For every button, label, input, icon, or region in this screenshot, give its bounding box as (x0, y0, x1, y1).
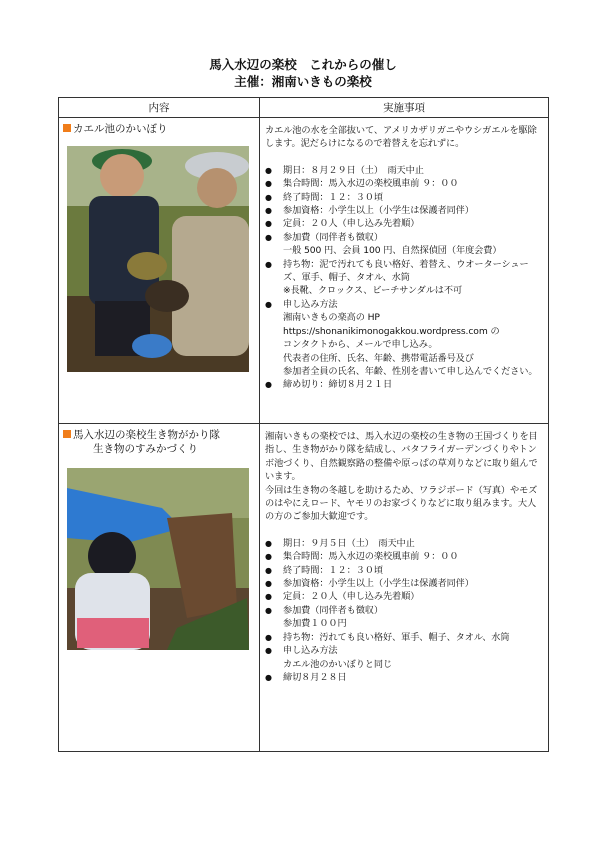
list-item: ● 終了時間：１２：３０頃 (265, 564, 544, 577)
apply-line: コンタクトから、メールで申し込み。 (283, 339, 438, 351)
apply-url[interactable]: https://shonanikimonogakkou.wordpress.com の (283, 325, 500, 337)
list-item: ● 集合時間：馬入水辺の楽校風車前 ９：００ (265, 177, 544, 190)
apply-detail: カエル池のかいぼりと同じ (283, 658, 393, 670)
list-item: ● 期日：９月５日（土） 雨天中止 (265, 537, 544, 550)
table-row (59, 424, 549, 752)
event2-intro: 湘南いきもの楽校では、馬入水辺の楽校の生き物の王国づくりを目指し、生き物がかり隊を結成し、バタフライガーデンづくりやトンボ池づくり、自然観察路の整備や原っぱの草刈りなどに取り組んでいます。 (265, 431, 538, 483)
event2-description (260, 424, 548, 684)
page-title: 馬入水辺の楽校 これからの催し (209, 57, 397, 72)
list-item: ● 締め切り：締切８月２１日 (265, 378, 544, 391)
events-table (58, 97, 549, 752)
list-item: ● 参加資格：小学生以上（小学生は保護者同伴） (265, 577, 544, 590)
list-item: ● 終了時間：１２：３０頃 (265, 191, 544, 204)
event2-intro: 今回は生き物の冬越しを助けるため、ワラジボード（写真）やモズのはやにえロード、ヤモリのお家づくりなどに取り組みます。大人の方のご参加大歓迎です。 (265, 484, 538, 523)
event2-title: 馬入水辺の楽校生き物がかり隊 生き物のすみかづくり (59, 424, 259, 456)
list-item: ● 締切８月２８日 (265, 671, 544, 684)
header-content: 内容 (59, 98, 260, 118)
list-item: ● 持ち物：汚れても良い格好、軍手、帽子、タオル、水筒 (265, 631, 544, 644)
apply-line: 湘南いきもの楽高の HP (283, 312, 380, 324)
event1-details-cell (260, 118, 549, 424)
list-item: ● 集合時間：馬入水辺の楽校風車前 ９：００ (265, 550, 544, 563)
items-note: ※長靴、クロックス、ビーチサンダルは不可 (283, 285, 463, 297)
fee-detail: 参加費１００円 (283, 618, 347, 630)
list-item: ● 参加費（同伴者も徴収） (265, 604, 544, 617)
list-item: ● 参加資格：小学生以上（小学生は保護者同伴） (265, 204, 544, 217)
event2-details-cell (260, 424, 549, 752)
list-item: ● 申し込み方法 (265, 644, 544, 657)
bullet-square-icon (63, 430, 71, 438)
event2-photo (67, 468, 249, 650)
apply-line: 参加者全員の氏名、年齢、性別を書いて申し込んでください。 (283, 365, 538, 377)
fee-detail: 一般 500 円、会員 100 円、自然探偵団（年度会費） (283, 245, 502, 257)
list-item: ● 参加費（同伴者も徴収） (265, 231, 544, 244)
event1-content-cell (59, 118, 260, 424)
list-item: ● 持ち物：泥で汚れても良い格好、着替え、ウオーターシューズ、軍手、帽子、タオル、水筒 (265, 258, 544, 285)
event2-content-cell (59, 424, 260, 752)
apply-line: 代表者の住所、氏名、年齢、携帯電話番号及び (283, 352, 474, 364)
organizer-line: 主催：湘南いきもの楽校 (234, 74, 372, 89)
event1-title: カエル池のかいぼり (59, 118, 259, 136)
table-row (59, 118, 549, 424)
event1-description (260, 118, 548, 392)
list-item: ● 定員：２０人（申し込み先着順） (265, 590, 544, 603)
list-item: ● 定員：２０人（申し込み先着順） (265, 217, 544, 230)
habitat-board-photo (67, 468, 249, 650)
bullet-square-icon (63, 124, 71, 132)
list-item: ● 期日：８月２９日（土） 雨天中止 (265, 164, 544, 177)
event2-subtitle: 生き物のすみかづくり (93, 443, 198, 455)
list-item: ● 申し込み方法 (265, 298, 544, 311)
header-details: 実施事項 (260, 98, 549, 118)
event1-intro: カエル池の水を全部抜いて、アメリカザリガニやウシガエルを駆除します。泥だらけになるので着替えを忘れずに。 (265, 125, 537, 150)
mud-children-photo (67, 146, 249, 372)
event1-photo (67, 146, 249, 372)
